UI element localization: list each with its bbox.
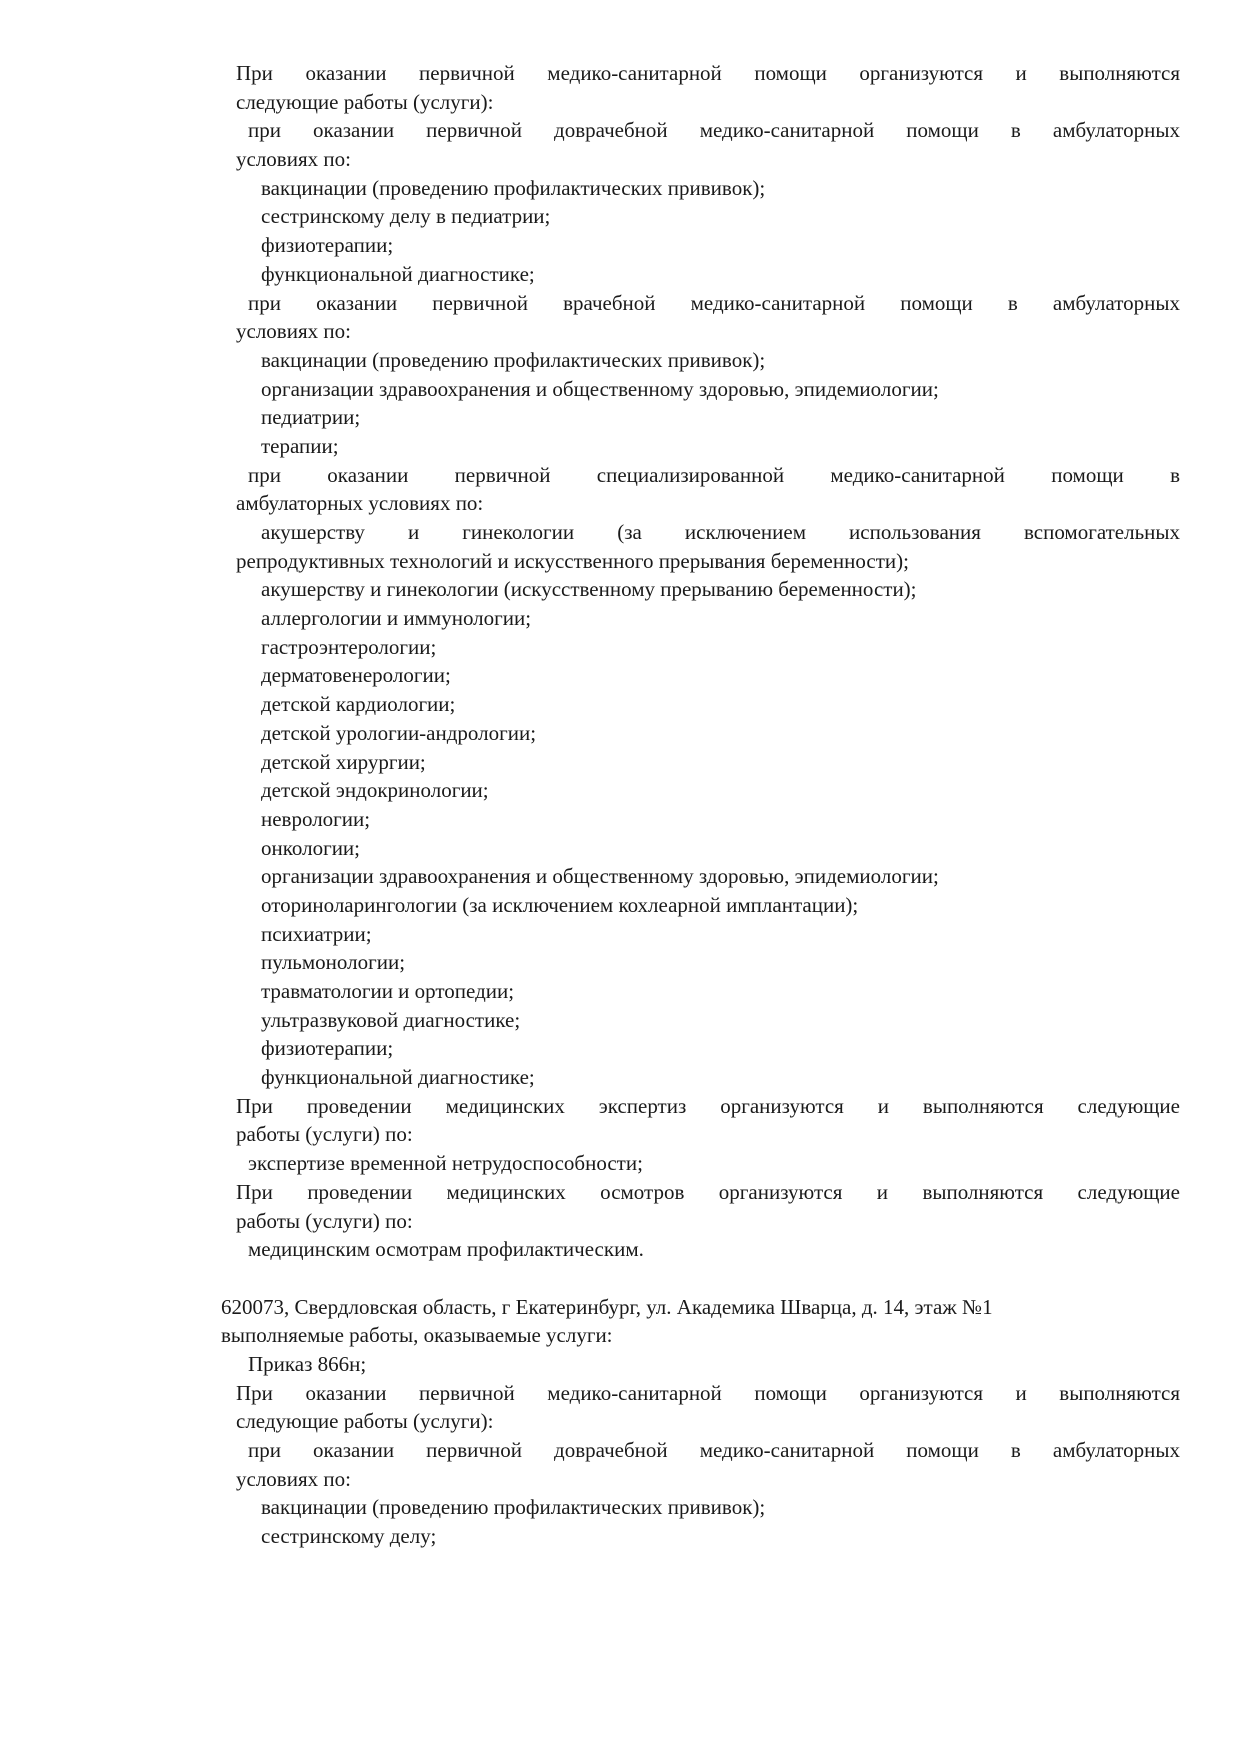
continuation-line: амбулаторных условиях по:: [236, 491, 484, 516]
list-item: вакцинации (проведению профилактических прививок);: [261, 1495, 766, 1520]
continuation-line: следующие работы (услуги):: [236, 89, 494, 114]
list-item: вакцинации (проведению профилактических прививок);: [261, 175, 766, 200]
services-block-1: [0, 59, 1240, 1264]
list-item: детской хирургии;: [261, 749, 426, 774]
subsection-line: при оказании первичной доврачебной медико-санитарной помощи в амбулаторных: [248, 118, 1180, 143]
subsection-line: при оказании первичной врачебной медико-санитарной помощи в амбулаторных: [248, 290, 1180, 315]
list-item: вакцинации (проведению профилактических прививок);: [261, 347, 766, 372]
address-line: выполняемые работы, оказываемые услуги:: [221, 1323, 613, 1348]
list-item: ультразвуковой диагностике;: [261, 1007, 521, 1032]
subsection-line: экспертизе временной нетрудоспособности;: [248, 1151, 643, 1176]
subsection-line: при оказании первичной специализированной медико-санитарной помощи в: [248, 462, 1180, 487]
subsection-line: Приказ 866н;: [248, 1351, 367, 1376]
continuation-line: следующие работы (услуги):: [236, 1409, 494, 1434]
list-item: оториноларингологии (за исключением кохлеарной имплантации);: [261, 892, 859, 917]
subsection-line: медицинским осмотрам профилактическим.: [248, 1237, 644, 1262]
list-item: физиотерапии;: [261, 233, 394, 258]
continuation-line: условиях по:: [236, 147, 351, 172]
paragraph-line: При оказании первичной медико-санитарной помощи организуются и выполняются: [236, 1380, 1180, 1405]
list-item: функциональной диагностике;: [261, 261, 535, 286]
list-item: онкологии;: [261, 835, 361, 860]
list-item: гастроэнтерологии;: [261, 634, 437, 659]
continuation-line: работы (услуги) по:: [236, 1122, 413, 1147]
continuation-line: условиях по:: [236, 319, 351, 344]
paragraph-line: При проведении медицинских экспертиз организуются и выполняются следующие: [236, 1093, 1180, 1118]
list-item: детской кардиологии;: [261, 692, 456, 717]
list-item: физиотерапии;: [261, 1036, 394, 1061]
block-spacer: [0, 1264, 1240, 1293]
list-item: пульмонологии;: [261, 950, 406, 975]
continuation-line: репродуктивных технологий и искусственного прерывания беременности);: [236, 548, 909, 573]
list-item: детской эндокринологии;: [261, 778, 489, 803]
list-item: неврологии;: [261, 806, 371, 831]
continuation-line: условиях по:: [236, 1466, 351, 1491]
document-page: [0, 59, 1240, 1551]
list-item: функциональной диагностике;: [261, 1065, 535, 1090]
subsection-line: при оказании первичной доврачебной медико-санитарной помощи в амбулаторных: [248, 1438, 1180, 1462]
list-item: организации здравоохранения и общественному здоровью, эпидемиологии;: [261, 376, 939, 401]
list-item: аллергологии и иммунологии;: [261, 606, 532, 631]
list-item: сестринскому делу в педиатрии;: [261, 204, 551, 229]
list-item: психиатрии;: [261, 921, 372, 946]
list-item: акушерству и гинекологии (искусственному прерыванию беременности);: [261, 577, 917, 602]
paragraph-line: При проведении медицинских осмотров организуются и выполняются следующие: [236, 1179, 1180, 1204]
list-item: организации здравоохранения и общественному здоровью, эпидемиологии;: [261, 864, 939, 889]
address-line: 620073, Свердловская область, г Екатеринбург, ул. Академика Шварца, д. 14, этаж №1: [221, 1294, 993, 1319]
list-item: травматологии и ортопедии;: [261, 979, 515, 1003]
list-item: терапии;: [261, 433, 339, 458]
list-item: акушерству и гинекологии (за исключением использования вспомогательных: [261, 520, 1180, 544]
continuation-line: работы (услуги) по:: [236, 1208, 413, 1233]
list-item: сестринскому делу;: [261, 1524, 437, 1549]
list-item: педиатрии;: [261, 405, 361, 430]
list-item: детской урологии-андрологии;: [261, 720, 537, 745]
services-block-2-address: [0, 1293, 1240, 1551]
list-item: дерматовенерологии;: [261, 663, 451, 688]
paragraph-line: При оказании первичной медико-санитарной помощи организуются и выполняются: [236, 61, 1180, 85]
